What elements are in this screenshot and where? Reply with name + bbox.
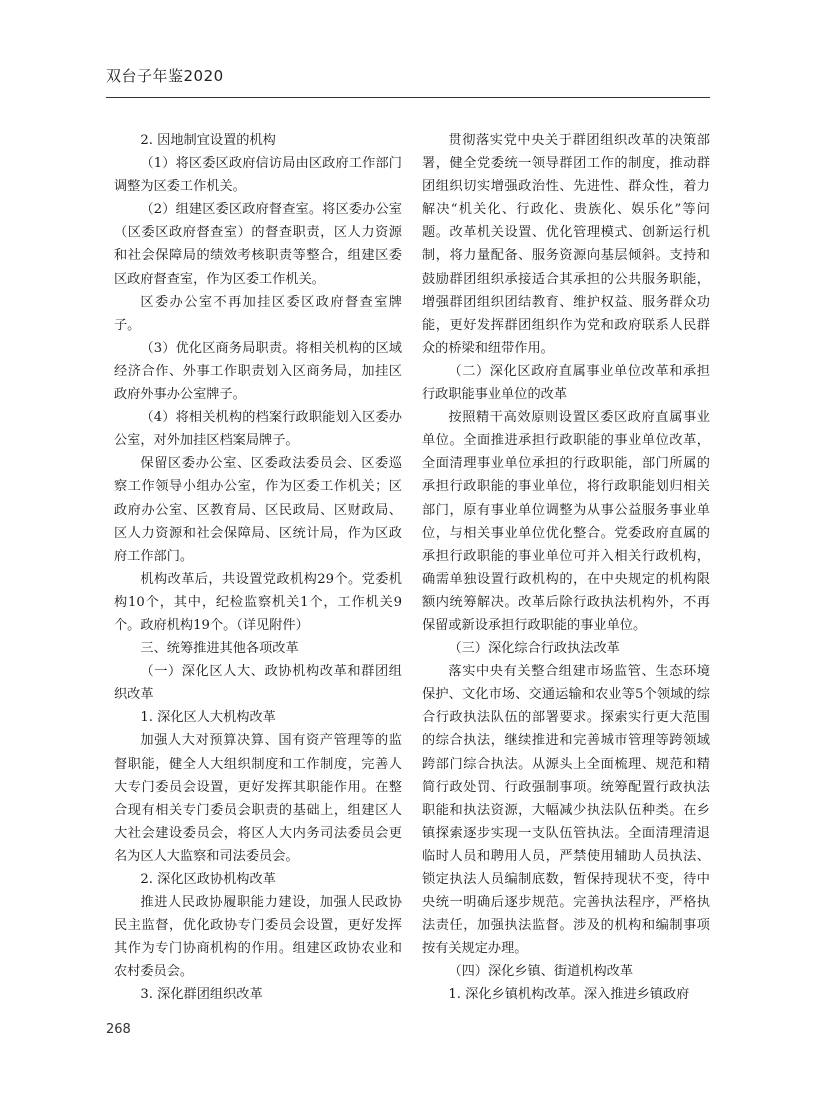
paragraph: 区委办公室不再加挂区委区政府督查室牌子。 [114,294,402,333]
section-heading: 三、统筹推进其他各项改革 [140,641,299,657]
paragraph: 1. 深化乡镇机构改革。深入推进乡镇政府 [448,987,690,1003]
yearbook-title: 双台子年鉴2020 [106,67,224,85]
subsection-heading: （二）深化区政府直属事业单位改革和承担行政职能事业单位的改革 [422,363,710,403]
paragraph: 按照精干高效原则设置区委区政府直属事业单位。全面推进承担行政职能的事业单位改革，全面清理事业单位承担的行政职能，部门所属的承担行政职能的事业单位，将行政职能划归相关部门，原有事业单位调整为从事公益服务事业单位，与相关事业单位优化整合。党委政府直属的承担行政职能的事业单位可并入相关行政机构，确需单独设置行政机构的，在中央规定的机构限额内统筹解决。改革后除行政执法机构外，不再保留或新设承担行政职能的事业单位。 [422,410,710,633]
paragraph: 2. 因地制宜设置的机构 [140,133,276,148]
paragraph: 落实中央有关整合组建市场监管、生态环境保护、文化市场、交通运输和农业等5个领域的综合行政执法队伍的部署要求。探索实行更大范围的综合执法，继续推进和完善城市管理等跨领域跨部门综合执法。从源头上全面梳理、规范和精简行政处罚、行政强制事项。统筹配置行政执法职能和执法资源，大幅减少执法队伍种类。在乡镇探索逐步实现一支队伍管执法。全面清理清退临时人员和聘用人员，严禁使用辅助人员执法、锁定执法人员编制底数，暂保持现状不变，待中央统一明确后逐步规范。完善执法程序，严格执法责任，加强执法监督。涉及的机构和编制事项按有关规定办理。 [422,664,710,957]
paragraph: 机构改革后，共设置党政机构29个。党委机构10个，其中，纪检监察机关1个，工作机关9个。政府机构19个。（详见附件） [114,571,402,633]
paragraph: （1）将区委区政府信访局由区政府工作部门调整为区委工作机关。 [114,156,402,195]
left-text-column [114,129,402,1007]
paragraph: （2）组建区委区政府督查室。将区委办公室（区委区政府督查室）的督查职责，区人力资源和社会保障局的绩效考核职责等整合，组建区委区政府督查室，作为区委工作机关。 [114,202,402,287]
subsection-heading: （四）深化乡镇、街道机构改革 [448,964,634,980]
paragraph: （3）优化区商务局职责。将相关机构的区域经济合作、外事工作职责划入区商务局，加挂区政府外事办公室牌子。 [114,340,402,403]
item-heading: 2. 深化区政协机构改革 [140,872,276,887]
subsection-heading: （一）深化区人大、政协机构改革和群团组织改革 [114,664,402,703]
subsection-heading: （三）深化综合行政执法改革 [448,641,620,657]
header-divider [106,97,710,98]
right-text-column [422,129,710,1007]
paragraph: 贯彻落实党中央关于群团组织改革的决策部署，健全党委统一领导群团工作的制度，推动群团组织切实增强政治性、先进性、群众性，着力解决“机关化、行政化、贵族化、娱乐化”等问题。改革机关设置、优化管理模式、创新运行机制，将力量配备、服务资源向基层倾斜。支持和鼓励群团组织承接适合其承担的公共服务职能，增强群团组织团结教育、维护权益、服务群众功能，更好发挥群团组织作为党和政府联系人民群众的桥梁和纽带作用。 [422,133,710,356]
page-number: 268 [106,1022,131,1037]
item-heading: 1. 深化区人大机构改革 [140,710,276,726]
paragraph: 保留区委办公室、区委政法委员会、区委巡察工作领导小组办公室，作为区委工作机关；区政府办公室、区教育局、区民政局、区财政局、区人力资源和社会保障局、区统计局，作为区政府工作部门。 [114,456,402,564]
paragraph: 推进人民政协履职能力建设，加强人民政协民主监督，优化政协专门委员会设置，更好发挥其作为专门协商机构的作用。组建区政协农业和农村委员会。 [114,895,402,980]
item-heading: 3. 深化群团组织改革 [140,987,263,1003]
paragraph: 加强人大对预算决算、国有资产管理等的监督职能，健全人大组织制度和工作制度，完善人大专门委员会设置，更好发挥其职能作用。在整合现有相关专门委员会职责的基础上，组建区人大社会建设委员会，将区人大内务司法委员会更名为区人大监察和司法委员会。 [114,733,402,864]
paragraph: （4）将相关机构的档案行政职能划入区委办公室，对外加挂区档案局牌子。 [114,410,402,449]
